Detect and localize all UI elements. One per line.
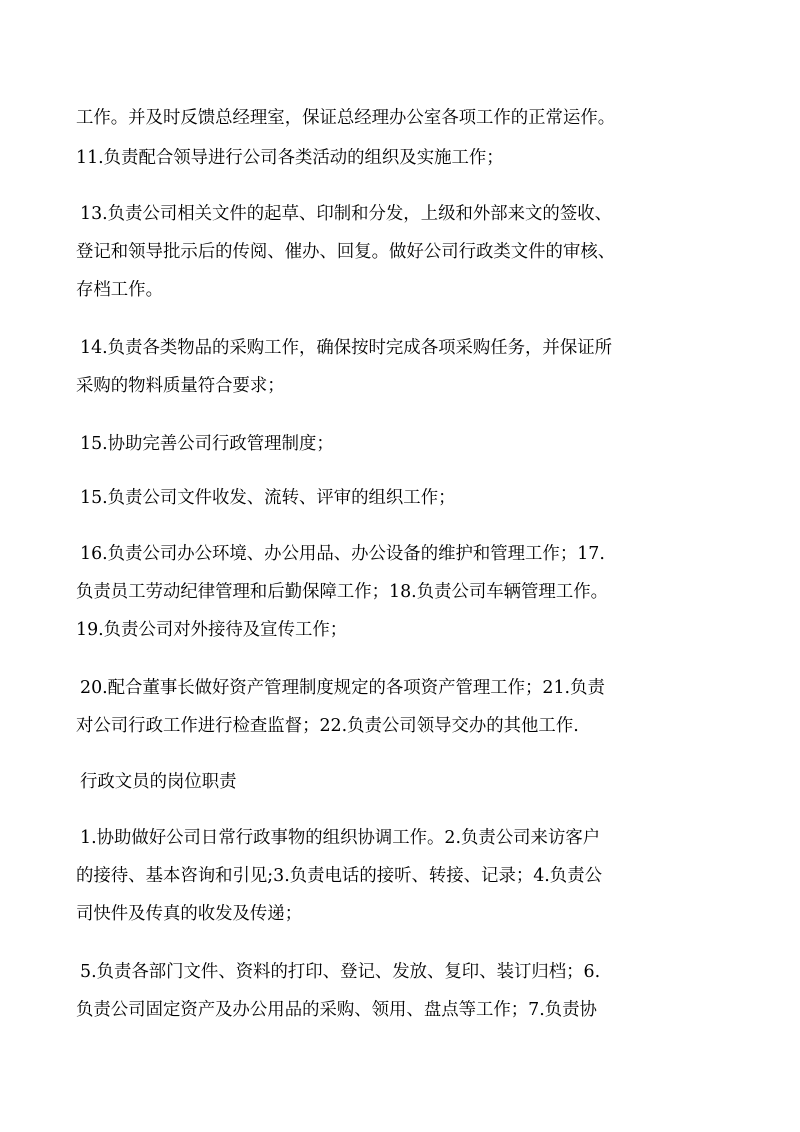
text-line: 采购的物料质量符合要求；: [76, 376, 285, 396]
text-line: 负责员工劳动纪律管理和后勤保障工作；18.负责公司车辆管理工作。: [76, 582, 608, 602]
section-heading: 行政文员的岗位职责: [80, 772, 237, 792]
text-line: 负责公司固定资产及办公用品的采购、领用、盘点等工作；7.负责协: [76, 1000, 597, 1020]
text-line: 15.负责公司文件收发、流转、评审的组织工作；: [80, 488, 456, 508]
text-line: 14.负责各类物品的采购工作，确保按时完成各项采购任务，并保证所: [80, 338, 612, 358]
text-line: 司快件及传真的收发及传递；: [76, 904, 303, 924]
text-line: 19.负责公司对外接待及宣传工作；: [76, 620, 348, 640]
text-line: 1.协助做好公司日常行政事物的组织协调工作。2.负责公司来访客户: [80, 828, 601, 848]
text-line: 存档工作。: [76, 280, 163, 300]
text-line: 16.负责公司办公环境、办公用品、办公设备的维护和管理工作；17.: [80, 544, 605, 564]
text-line: 对公司行政工作进行检查监督；22.负责公司领导交办的其他工作.: [76, 716, 579, 736]
text-line: 的接待、基本咨询和引见;3.负责电话的接听、转接、记录；4.负责公: [76, 866, 602, 886]
text-line: 工作。并及时反馈总经理室，保证总经理办公室各项工作的正常运作。: [76, 108, 616, 128]
text-line: 登记和领导批示后的传阅、催办、回复。做好公司行政类文件的审核、: [76, 242, 616, 262]
text-line: 20.配合董事长做好资产管理制度规定的各项资产管理工作；21.负责: [80, 678, 605, 698]
text-line: 15.协助完善公司行政管理制度；: [80, 434, 334, 454]
text-line: 11.负责配合领导进行公司各类活动的组织及实施工作；: [76, 148, 504, 168]
text-line: 5.负责各部门文件、资料的打印、登记、发放、复印、装订归档；6.: [80, 962, 601, 982]
text-line: 13.负责公司相关文件的起草、印制和分发，上级和外部来文的签收、: [80, 204, 612, 224]
